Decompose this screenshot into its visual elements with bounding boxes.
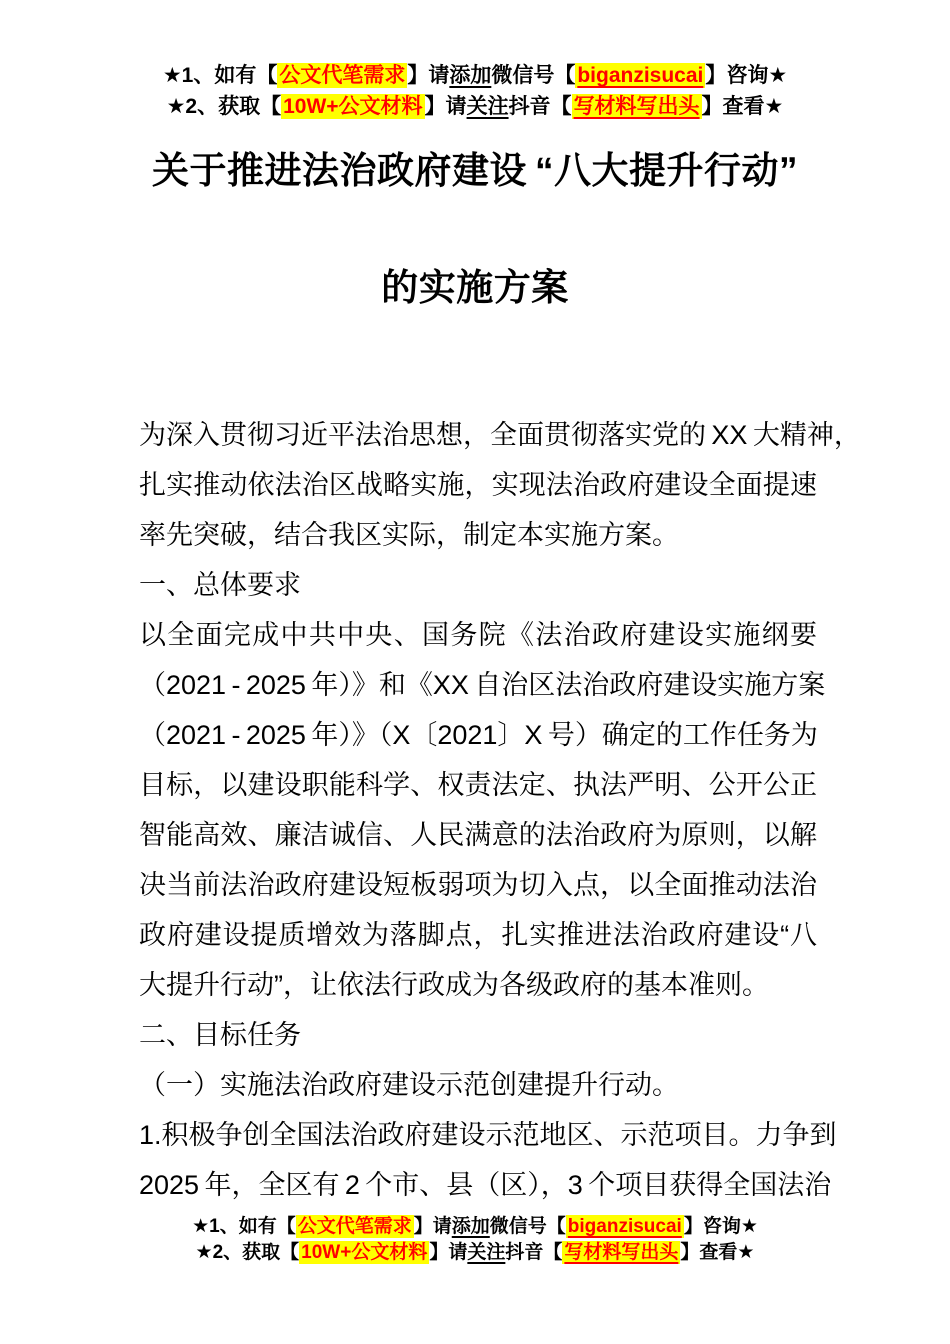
- body-line-12: 大提升行动”，让依法行政成为各级政府的基本准则。: [139, 970, 769, 1000]
- promo-underlined-text: 关注: [466, 95, 509, 118]
- document-title-line2: 的实施方案: [381, 267, 569, 308]
- promo-underlined-text: 关注: [467, 1242, 506, 1263]
- body-line-14: （一）实施法治政府建设示范创建提升行动。: [139, 1070, 679, 1100]
- promo-text: 微信号【: [491, 64, 576, 87]
- promo-banner-top: [0, 60, 950, 122]
- promo-text: 】查看★: [701, 95, 784, 118]
- promo-text: 抖音【: [505, 1242, 563, 1263]
- body-line-3: 率先突破，结合我区实际，制定本实施方案。: [139, 520, 679, 550]
- promo-text: 抖音【: [508, 95, 572, 118]
- promo-highlighted-text: 公文代笔需求: [297, 1216, 412, 1237]
- body-line-15: 1.积极争创全国法治政府建设示范地区、示范项目。力争到: [139, 1120, 837, 1150]
- promo-highlighted-text: 10W+公文材料: [301, 1242, 428, 1263]
- body-line-10: 决当前法治政府建设短板弱项为切入点，以全面推动法治: [139, 870, 817, 900]
- body-line-1: 为深入贯彻习近平法治思想，全面贯彻落实党的 XX 大精神，: [139, 420, 861, 450]
- body-line-4: 一、总体要求: [139, 570, 301, 600]
- promo-text: 】咨询★: [683, 1216, 758, 1237]
- document-title-line1: 关于推进法治政府建设 “八大提升行动”: [152, 150, 798, 191]
- promo-text: 微信号【: [489, 1216, 566, 1237]
- promo-text: 】请: [407, 64, 450, 87]
- promo-underlined-text: 添加: [451, 1216, 490, 1237]
- promo-underlined-text: 添加: [449, 64, 492, 87]
- promo-line-1: [0, 60, 950, 91]
- promo-highlighted-text: 10W+公文材料: [283, 95, 423, 118]
- body-line-11: 政府建设提质增效为落脚点，扎实推进法治政府建设“八: [139, 920, 817, 950]
- promo-highlighted-text: biganzisucai: [577, 64, 704, 87]
- promo-text: 】请: [413, 1216, 452, 1237]
- body-line-6: （2021 - 2025 年）》和《XX 自治区法治政府建设实施方案: [139, 670, 826, 700]
- body-line-8: 目标，以建设职能科学、权责法定、执法严明、公开公正: [139, 770, 817, 800]
- promo-line-1: [0, 1214, 950, 1240]
- promo-text: 】请: [424, 95, 467, 118]
- promo-text: ★1、如有【: [162, 64, 278, 87]
- promo-text: 】请: [429, 1242, 468, 1263]
- promo-highlighted-text: 写材料写出头: [573, 95, 700, 118]
- body-line-7: （2021 - 2025 年）》（X〔2021〕X 号）确定的工作任务为: [139, 720, 818, 750]
- body-line-2: 扎实推动依法治区战略实施，实现法治政府建设全面提速: [139, 470, 817, 500]
- promo-text: ★1、如有【: [192, 1216, 296, 1237]
- body-line-16: 2025 年，全区有 2 个市、县（区），3 个项目获得全国法治: [139, 1170, 832, 1200]
- promo-highlighted-text: 写材料写出头: [564, 1242, 679, 1263]
- body-line-13: 二、目标任务: [139, 1020, 301, 1050]
- promo-text: ★2、获取【: [166, 95, 282, 118]
- promo-line-2: [0, 1240, 950, 1266]
- body-line-5: 以全面完成中共中央、国务院《法治政府建设实施纲要: [139, 620, 817, 650]
- body-line-9: 智能高效、廉洁诚信、人民满意的法治政府为原则，以解: [139, 820, 817, 850]
- promo-text: ★2、获取【: [195, 1242, 300, 1263]
- promo-text: 】查看★: [680, 1242, 755, 1263]
- promo-highlighted-text: 公文代笔需求: [279, 64, 406, 87]
- promo-line-2: [0, 91, 950, 122]
- promo-text: 】咨询★: [705, 64, 788, 87]
- promo-highlighted-text: biganzisucai: [567, 1216, 682, 1237]
- promo-banner-bottom: [0, 1214, 950, 1266]
- document-body: [139, 410, 861, 1210]
